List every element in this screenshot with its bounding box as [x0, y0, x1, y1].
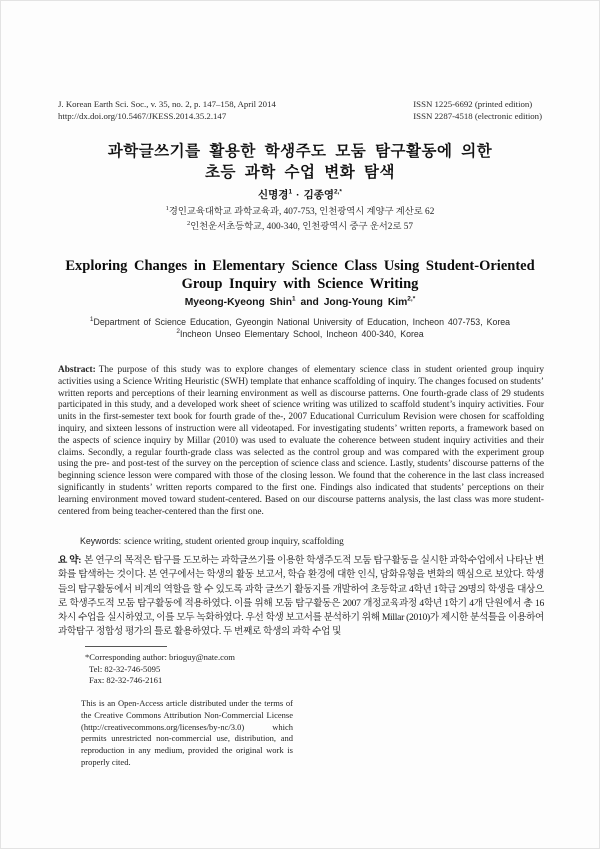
english-title	[31, 258, 569, 293]
affil-2-text: 인천운서초등학교, 400-340, 인천광역시 중구 운서2로 57	[190, 221, 414, 232]
korean-affiliations	[1, 205, 599, 234]
e-affil-1-text: Department of Science Education, Gyeongin National University of Education, Incheon 407-753, Korea	[93, 317, 511, 327]
issn-electronic: ISSN 2287-4518 (electronic edition)	[413, 110, 542, 121]
korean-author-2-sup: 2,*	[334, 188, 342, 196]
open-access-notice: This is an Open-Access article distributed under the terms of the Creative Commons Attribution Non-Commercial License (http://creativecommons.org/licenses/by-nc/3.0) which permits unrestricted non-commercial use, distribution, and reproduction in any medium, provided the original work is properly cited.	[81, 698, 293, 767]
korean-authors	[1, 187, 599, 202]
korean-affiliation-2	[1, 220, 599, 235]
abstract-body: The purpose of this study was to explore changes of elementary science class in student oriented group inquiry activities using a Science Writing Heuristic (SWH) template that enhance scaffolding of inquiry. The changes focused on students’ written reports and perceptions of their learning environment as well as discourse patterns. One fourth-grade class of 29 students participated in this study, and a developed work sheet of science writing was utilized to scaffold student’s inquiry activities. Four units in the first-semester text book for fourth grade of the-, 2007 Educational Curriculum Revision were chosen for scaffolding inquiry, and sixteen lessons of instruction were all videotaped. For investigating students’ written reports, a framework based on the aspects of science inquiry by Millar (2010) was used to evaluate the coherence between student inquiry activities and their claims. Secondly, a regular fourth-grade class was selected as the control group and was compared with the experiment group using the pre- and post-test of the survey on the perception of science class and science. Lastly, students’ discourse patterns of the beginning science lesson were compared with those of the closing lesson. We found that the coherence in the last class increased significantly in students’ written reports compared to the first one. Findings also indicated that students’ perceptions on their learning environment moved toward student-centered. Based on our discourse patterns analysis, the last class was more student-centered from being teacher-centered than the first one.	[58, 365, 544, 517]
issn-block	[413, 99, 542, 122]
corresponding-author-line: *Corresponding author: brioguy@nate.com	[85, 652, 235, 662]
english-affiliation-2	[1, 329, 599, 341]
korean-author-2: 김종영	[303, 189, 335, 201]
korean-author-1-sup: 1	[288, 188, 293, 196]
keywords-text: science writing, student oriented group inquiry, scaffolding	[124, 537, 344, 547]
e-affil-2-text: Incheon Unseo Elementary School, Incheon 400-340, Korea	[179, 328, 424, 339]
korean-abstract-paragraph	[58, 554, 544, 642]
journal-doi: http://dx.doi.org/10.5467/JKESS.2014.35.2.147	[58, 110, 227, 121]
abstract-paragraph	[58, 365, 544, 533]
korean-title	[1, 141, 599, 183]
footnote-block	[85, 652, 305, 687]
keywords-line	[58, 536, 544, 547]
e-affil-1-sup: 1	[89, 316, 94, 324]
english-affiliation-1	[1, 317, 599, 329]
english-author-2-sup: 2,*	[407, 295, 416, 303]
korean-title-line2: 초등 과학 수업 변화 탐색	[205, 164, 395, 181]
english-title-line2: Group Inquiry with Science Writing	[181, 275, 419, 292]
korean-affiliation-1	[1, 205, 599, 220]
abstract-label: Abstract:	[58, 365, 96, 375]
affil-2-sup: 2	[186, 219, 191, 227]
english-affiliations	[1, 317, 599, 341]
affil-1-text: 경인교육대학교 과학교육과, 407-753, 인천광역시 계양구 계산로 62	[168, 207, 435, 217]
issn-print: ISSN 1225-6692 (printed edition)	[413, 99, 533, 109]
journal-header	[58, 99, 542, 122]
footnote-divider	[85, 646, 167, 647]
tel-line: Tel: 82-32-746-5095	[89, 663, 161, 674]
english-authors	[1, 297, 599, 308]
fax-line: Fax: 82-32-746-2161	[89, 675, 163, 685]
korean-author-1: 신명경	[258, 189, 289, 201]
english-author-1-sup: 1	[292, 295, 296, 303]
affil-1-sup: 1	[165, 204, 169, 212]
e-affil-2-sup: 2	[176, 327, 180, 335]
english-author-2: Jong-Young Kim	[323, 297, 408, 308]
korean-abstract-label: 요 약:	[58, 555, 82, 566]
english-author-1: Myeong-Kyeong Shin	[184, 297, 292, 308]
author-separator: ·	[296, 189, 300, 201]
journal-citation: J. Korean Earth Sci. Soc., v. 35, no. 2, p. 147–158, April 2014	[58, 99, 276, 109]
english-title-line1: Exploring Changes in Elementary Science Class Using Student-Oriented	[65, 258, 535, 274]
keywords-label: Keywords:	[80, 536, 122, 546]
korean-abstract-body: 본 연구의 목적은 탐구를 도모하는 과학글쓰기를 이용한 학생주도적 모둠 탐구활동을 실시한 과학수업에서 나타난 변화를 탐색하는 것이다. 본 연구에서는 학생의 활동 보고서, 학습 환경에 대한 인식, 담화유형을 변화의 핵심으로 보았다. 학생들의 탐구활동에서 비계의 역할을 할 수 있도록 과학 글쓰기 활동지를 개발하여 초등학교 4학년 1학급 29명의 학생을 대상으로 학생주도적 모둠 탐구활동에 적용하였다. 이를 위해 모둠 탐구활동은 2007 개정교육과정 4학년 1학기 4개 단원에서 총 16차시 수업을 실시하였고, 이를 모두 녹화하였다. 우선 학생 보고서를 분석하기 위해 Millar (2010)가 제시한 분석틀을 이용하여 과학탐구 정합성 평가의 틀로 활용하였다. 두 번째로 학생의 과학 수업 및	[58, 555, 544, 638]
english-author-separator: and	[300, 297, 319, 308]
korean-title-line1: 과학글쓰기를 활용한 학생주도 모둠 탐구활동에 의한	[107, 143, 493, 160]
journal-citation-block	[58, 99, 276, 122]
